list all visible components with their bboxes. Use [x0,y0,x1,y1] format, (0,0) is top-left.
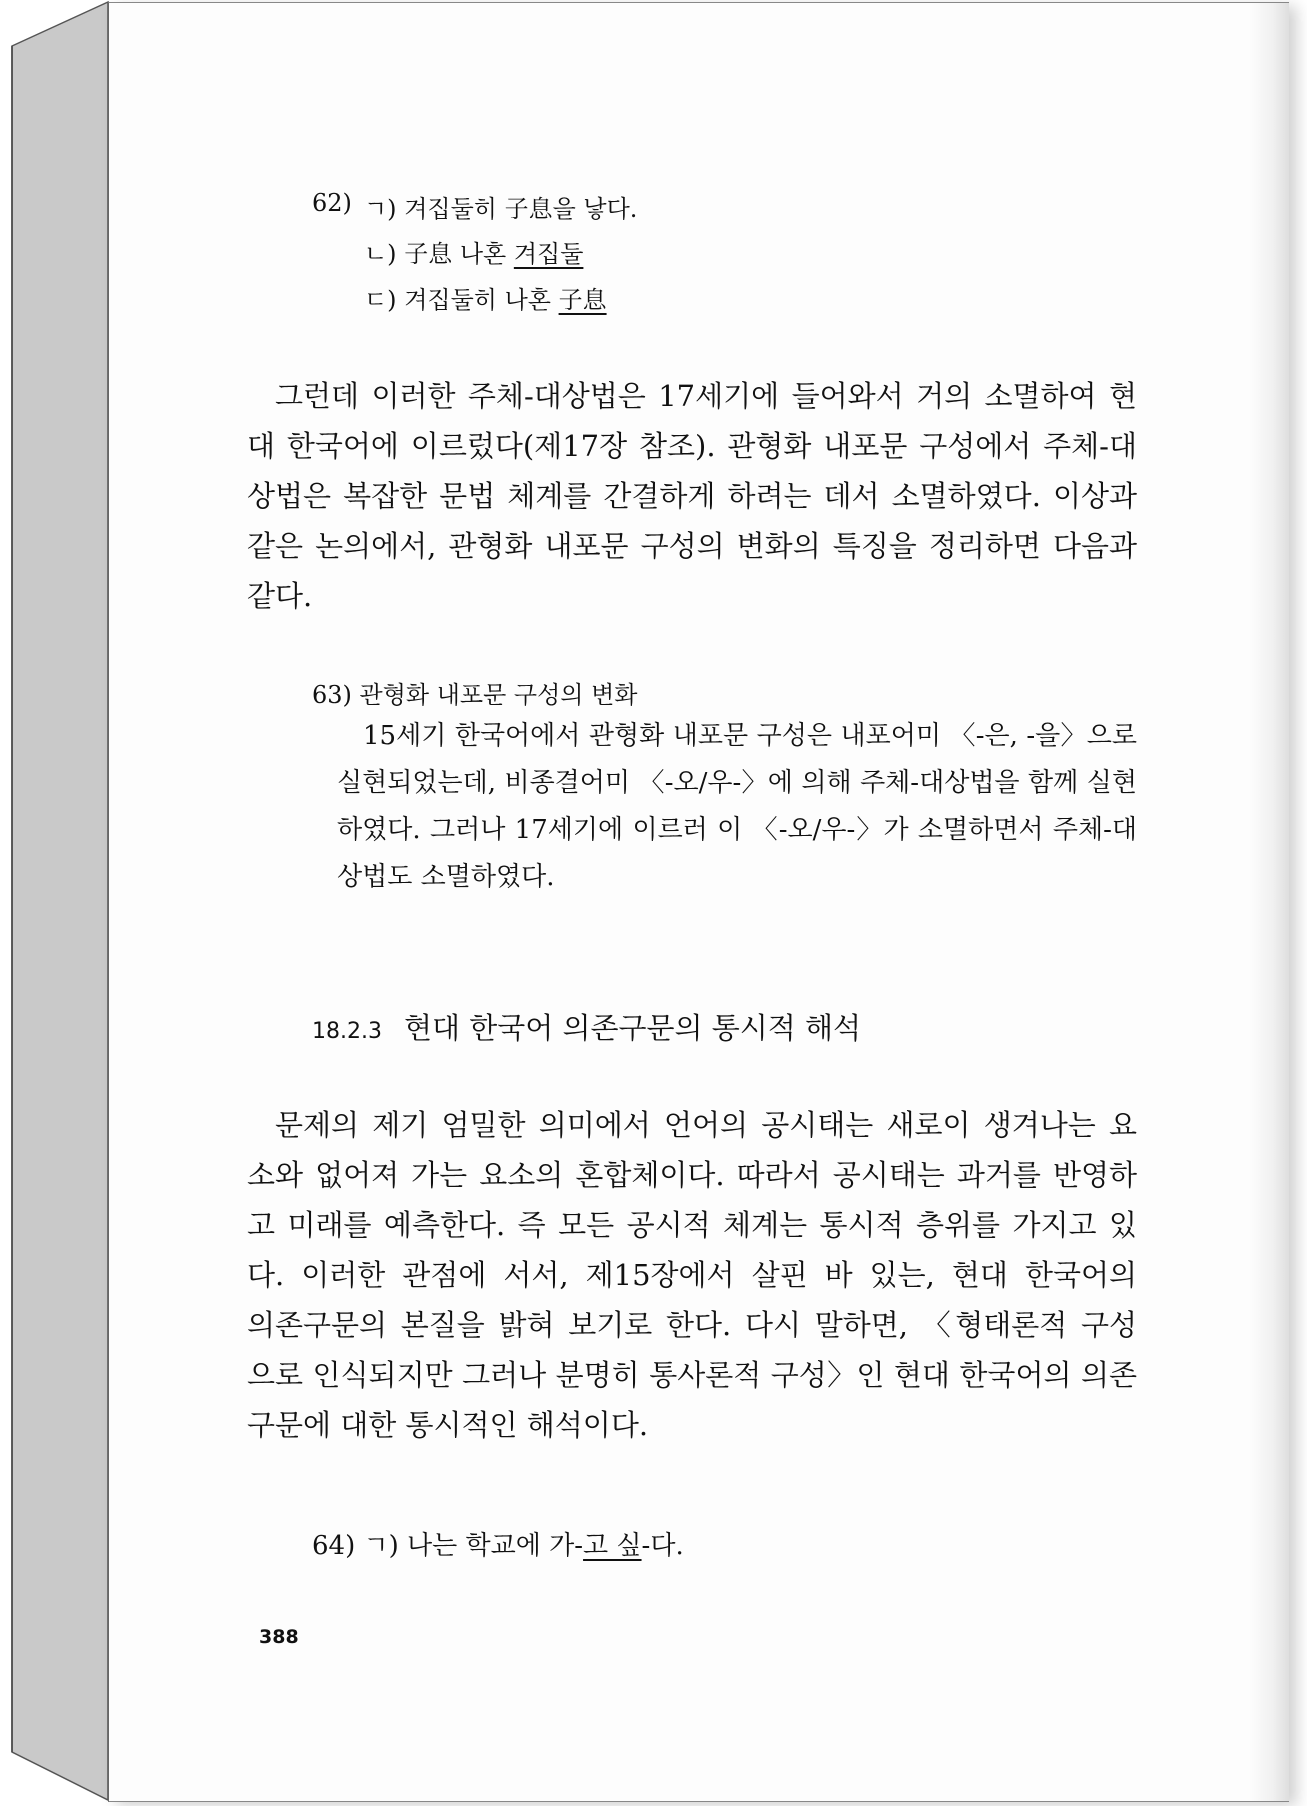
paragraph-2-line: 의존구문의 본질을 밝혀 보기로 한다. 다시 말하면, 〈형태론적 구성 [247,1308,1137,1342]
paragraph-1-line: 상법은 복잡한 문법 체계를 간결하게 하려는 데서 소멸하였다. 이상과 [247,479,1137,513]
paragraph-1-line: 같다. [247,579,313,613]
example-62b [364,234,583,269]
example-64-text: 나는 학교에 가- [407,1531,584,1561]
example-64 [312,1525,684,1562]
paragraph-1-line: 그런데 이러한 주체-대상법은 17세기에 들어와서 거의 소멸하여 현 [275,379,1137,413]
example-63-label: 63) [312,681,352,709]
example-62c [364,280,607,315]
page-edge-shadow [1249,3,1289,1801]
example-62a-marker: ㄱ) [364,195,397,223]
example-63-title: 관형화 내포문 구성의 변화 [359,681,638,709]
paragraph-2-line: 다. 이러한 관점에 서서, 제15장에서 살핀 바 있는, 현대 한국어의 [247,1258,1137,1292]
page-number: 388 [259,1626,299,1648]
example-62a-text: 겨집둘히 子息을 낳다. [404,195,638,223]
example-63-heading [312,675,637,710]
example-62b-underlined: 겨집둘 [513,240,584,268]
section-heading [312,1006,861,1047]
section-title: 현대 한국어 의존구문의 통시적 해석 [403,1011,862,1045]
example-62b-marker: ㄴ) [364,240,397,268]
paragraph-2-line: 구문에 대한 통시적인 해석이다. [247,1408,649,1442]
paragraph-2 [247,1100,1137,1450]
paragraph-1-line: 대 한국어에 이르렀다(제17장 참조). 관형화 내포문 구성에서 주체-대 [247,429,1137,463]
example-63-body [337,713,1137,901]
example-63-line: 15세기 한국어에서 관형화 내포문 구성은 내포어미 〈-은, -을〉으로 [363,721,1137,751]
example-62c-text: 겨집둘히 나혼 [404,286,559,314]
paragraph-1 [247,371,1137,621]
paragraph-2-line: 소와 없어져 가는 요소의 혼합체이다. 따라서 공시태는 과거를 반영하 [247,1158,1137,1192]
example-64-text-end: -다. [641,1531,684,1561]
example-62c-underlined: 子息 [558,286,607,314]
section-number: 18.2.3 [312,1019,382,1044]
paragraph-2-line: 문제의 제기 엄밀한 의미에서 언어의 공시태는 새로이 생겨나는 요 [275,1108,1137,1142]
example-62b-text: 子息 나혼 [404,240,514,268]
example-64-label: 64) [312,1531,356,1561]
example-62c-marker: ㄷ) [364,286,397,314]
example-63-line: 하였다. 그러나 17세기에 이르러 이 〈-오/우-〉가 소멸하면서 주체-대 [337,815,1137,845]
example-63-line: 상법도 소멸하였다. [337,862,555,892]
book-spine [0,0,120,1806]
paragraph-2-line: 으로 인식되지만 그러나 분명히 통사론적 구성〉인 현대 한국어의 의존 [247,1358,1137,1392]
example-62-label: 62) [312,189,352,217]
paragraph-2-line: 고 미래를 예측한다. 즉 모든 공시적 체계는 통시적 층위를 가지고 있 [247,1208,1137,1242]
book-page [108,2,1289,1802]
example-62a [364,189,637,224]
example-63-line: 실현되었는데, 비종결어미 〈-오/우-〉에 의해 주체-대상법을 함께 실현 [337,768,1137,798]
example-64-marker: ㄱ) [363,1531,399,1561]
paragraph-1-line: 같은 논의에서, 관형화 내포문 구성의 변화의 특징을 정리하면 다음과 [247,529,1137,563]
example-64-underlined: 고 싶 [583,1531,642,1561]
